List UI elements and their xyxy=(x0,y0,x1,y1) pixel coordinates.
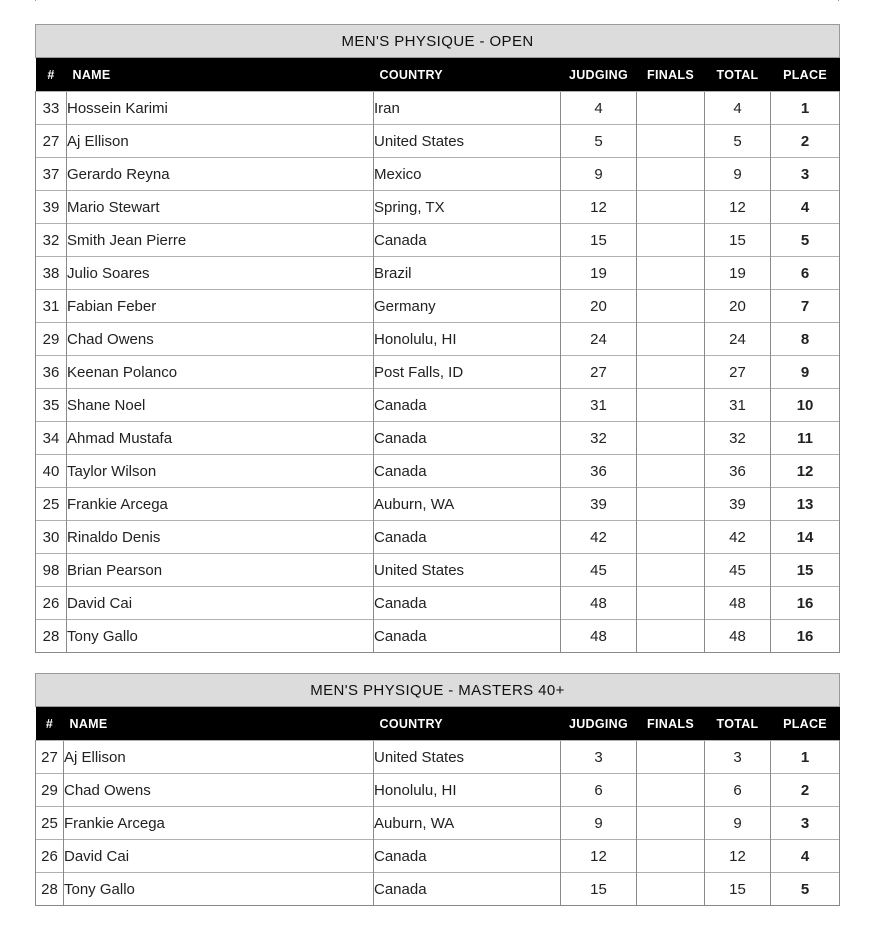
cell-num: 34 xyxy=(36,422,67,455)
cell-num: 30 xyxy=(36,521,67,554)
cell-total: 15 xyxy=(705,873,771,906)
cell-place: 1 xyxy=(771,741,840,774)
cell-judging: 15 xyxy=(561,873,637,906)
cell-judging: 42 xyxy=(561,521,637,554)
cell-total: 42 xyxy=(705,521,771,554)
cell-name: Rinaldo Denis xyxy=(67,521,374,554)
cell-place: 7 xyxy=(771,290,840,323)
cell-num: 35 xyxy=(36,389,67,422)
cell-num: 31 xyxy=(36,290,67,323)
cell-place: 5 xyxy=(771,224,840,257)
cell-name: Mario Stewart xyxy=(67,191,374,224)
table-row xyxy=(36,840,840,873)
cell-total: 9 xyxy=(705,158,771,191)
cell-num: 37 xyxy=(36,158,67,191)
header-name: NAME xyxy=(64,707,374,741)
cell-country: Canada xyxy=(374,587,561,620)
cell-name: Smith Jean Pierre xyxy=(67,224,374,257)
table-row xyxy=(36,521,840,554)
cell-total: 45 xyxy=(705,554,771,587)
cell-name: Frankie Arcega xyxy=(64,807,374,840)
cell-num: 25 xyxy=(36,488,67,521)
table-title: MEN'S PHYSIQUE - MASTERS 40+ xyxy=(36,674,840,707)
cell-country: Canada xyxy=(374,389,561,422)
cell-name: Chad Owens xyxy=(64,774,374,807)
cell-finals xyxy=(637,554,705,587)
cell-finals xyxy=(637,774,705,807)
cell-finals xyxy=(637,807,705,840)
cell-num: 28 xyxy=(36,873,64,906)
table-row xyxy=(36,92,840,125)
table-row xyxy=(36,158,840,191)
cell-total: 12 xyxy=(705,191,771,224)
cell-country: Canada xyxy=(374,840,561,873)
cell-place: 14 xyxy=(771,521,840,554)
cell-num: 26 xyxy=(36,840,64,873)
table-row xyxy=(36,455,840,488)
cell-place: 4 xyxy=(771,191,840,224)
cell-judging: 24 xyxy=(561,323,637,356)
cell-total: 36 xyxy=(705,455,771,488)
header-total: TOTAL xyxy=(705,58,771,92)
cell-judging: 6 xyxy=(561,774,637,807)
cell-country: Brazil xyxy=(374,257,561,290)
table-row xyxy=(36,323,840,356)
header-place: PLACE xyxy=(771,707,840,741)
cell-total: 6 xyxy=(705,774,771,807)
cell-country: Canada xyxy=(374,224,561,257)
cell-name: Shane Noel xyxy=(67,389,374,422)
cell-num: 29 xyxy=(36,323,67,356)
cell-finals xyxy=(637,455,705,488)
cell-judging: 32 xyxy=(561,422,637,455)
results-table-open xyxy=(35,24,840,653)
header-judging: JUDGING xyxy=(561,58,637,92)
cell-judging: 27 xyxy=(561,356,637,389)
cell-judging: 15 xyxy=(561,224,637,257)
cell-judging: 12 xyxy=(561,840,637,873)
cell-judging: 19 xyxy=(561,257,637,290)
cell-country: Auburn, WA xyxy=(374,488,561,521)
cell-num: 27 xyxy=(36,125,67,158)
cell-name: Aj Ellison xyxy=(64,741,374,774)
cell-place: 10 xyxy=(771,389,840,422)
cell-country: Spring, TX xyxy=(374,191,561,224)
cell-place: 13 xyxy=(771,488,840,521)
cell-finals xyxy=(637,389,705,422)
cell-finals xyxy=(637,92,705,125)
table-row xyxy=(36,257,840,290)
cell-finals xyxy=(637,224,705,257)
cell-place: 16 xyxy=(771,587,840,620)
cell-name: Frankie Arcega xyxy=(67,488,374,521)
cell-name: Keenan Polanco xyxy=(67,356,374,389)
cell-finals xyxy=(637,587,705,620)
cell-country: Canada xyxy=(374,873,561,906)
table-row xyxy=(36,290,840,323)
cell-country: Canada xyxy=(374,422,561,455)
cell-name: Tony Gallo xyxy=(64,873,374,906)
header-finals: FINALS xyxy=(637,58,705,92)
cell-judging: 36 xyxy=(561,455,637,488)
table-row xyxy=(36,554,840,587)
results-table-masters xyxy=(35,673,840,906)
cell-judging: 48 xyxy=(561,587,637,620)
cell-country: United States xyxy=(374,125,561,158)
table-row xyxy=(36,356,840,389)
cell-judging: 48 xyxy=(561,620,637,653)
cell-total: 32 xyxy=(705,422,771,455)
cell-num: 39 xyxy=(36,191,67,224)
cell-name: Tony Gallo xyxy=(67,620,374,653)
cell-place: 3 xyxy=(771,807,840,840)
table-row xyxy=(36,774,840,807)
cell-country: Post Falls, ID xyxy=(374,356,561,389)
cell-total: 48 xyxy=(705,620,771,653)
cell-place: 5 xyxy=(771,873,840,906)
cell-place: 16 xyxy=(771,620,840,653)
cell-judging: 3 xyxy=(561,741,637,774)
cell-place: 15 xyxy=(771,554,840,587)
cell-country: Canada xyxy=(374,455,561,488)
cell-num: 25 xyxy=(36,807,64,840)
table-row xyxy=(36,807,840,840)
header-place: PLACE xyxy=(771,58,840,92)
cell-finals xyxy=(637,620,705,653)
cell-finals xyxy=(637,257,705,290)
cell-place: 2 xyxy=(771,125,840,158)
cell-country: Mexico xyxy=(374,158,561,191)
cell-name: Aj Ellison xyxy=(67,125,374,158)
table-row xyxy=(36,422,840,455)
table-row xyxy=(36,488,840,521)
cell-place: 12 xyxy=(771,455,840,488)
cell-num: 32 xyxy=(36,224,67,257)
cell-num: 98 xyxy=(36,554,67,587)
cell-total: 24 xyxy=(705,323,771,356)
cell-country: Iran xyxy=(374,92,561,125)
header-country: COUNTRY xyxy=(374,707,561,741)
header-name: NAME xyxy=(67,58,374,92)
cell-finals xyxy=(637,158,705,191)
cell-name: Ahmad Mustafa xyxy=(67,422,374,455)
cell-num: 36 xyxy=(36,356,67,389)
cell-total: 9 xyxy=(705,807,771,840)
cell-name: Taylor Wilson xyxy=(67,455,374,488)
cell-num: 29 xyxy=(36,774,64,807)
cell-finals xyxy=(637,323,705,356)
column-header-row xyxy=(36,707,840,741)
table-row xyxy=(36,389,840,422)
cell-num: 27 xyxy=(36,741,64,774)
cell-judging: 12 xyxy=(561,191,637,224)
cell-place: 3 xyxy=(771,158,840,191)
cell-country: Auburn, WA xyxy=(374,807,561,840)
cell-judging: 20 xyxy=(561,290,637,323)
cell-judging: 39 xyxy=(561,488,637,521)
cell-country: Canada xyxy=(374,620,561,653)
table-row xyxy=(36,741,840,774)
cell-finals xyxy=(637,290,705,323)
table-row xyxy=(36,191,840,224)
table-row xyxy=(36,873,840,906)
cell-place: 9 xyxy=(771,356,840,389)
cell-place: 8 xyxy=(771,323,840,356)
cell-name: Julio Soares xyxy=(67,257,374,290)
cell-country: United States xyxy=(374,741,561,774)
cell-country: Honolulu, HI xyxy=(374,774,561,807)
cell-total: 15 xyxy=(705,224,771,257)
cell-judging: 31 xyxy=(561,389,637,422)
cell-judging: 4 xyxy=(561,92,637,125)
header-total: TOTAL xyxy=(705,707,771,741)
table-row xyxy=(36,620,840,653)
column-header-row xyxy=(36,58,840,92)
cell-name: David Cai xyxy=(67,587,374,620)
cell-finals xyxy=(637,521,705,554)
cell-total: 39 xyxy=(705,488,771,521)
cell-country: Germany xyxy=(374,290,561,323)
cell-finals xyxy=(637,191,705,224)
top-border-ticks xyxy=(35,0,839,1)
table-row xyxy=(36,125,840,158)
header-num: # xyxy=(36,58,67,92)
cell-finals xyxy=(637,488,705,521)
cell-name: Gerardo Reyna xyxy=(67,158,374,191)
cell-judging: 5 xyxy=(561,125,637,158)
cell-finals xyxy=(637,741,705,774)
cell-name: Brian Pearson xyxy=(67,554,374,587)
cell-place: 11 xyxy=(771,422,840,455)
cell-name: Hossein Karimi xyxy=(67,92,374,125)
cell-total: 27 xyxy=(705,356,771,389)
cell-total: 12 xyxy=(705,840,771,873)
cell-place: 2 xyxy=(771,774,840,807)
table-row xyxy=(36,224,840,257)
cell-judging: 9 xyxy=(561,158,637,191)
cell-num: 33 xyxy=(36,92,67,125)
cell-finals xyxy=(637,873,705,906)
cell-num: 28 xyxy=(36,620,67,653)
cell-total: 4 xyxy=(705,92,771,125)
table-title: MEN'S PHYSIQUE - OPEN xyxy=(36,25,840,58)
cell-name: David Cai xyxy=(64,840,374,873)
cell-country: United States xyxy=(374,554,561,587)
header-finals: FINALS xyxy=(637,707,705,741)
cell-num: 38 xyxy=(36,257,67,290)
cell-total: 31 xyxy=(705,389,771,422)
cell-judging: 9 xyxy=(561,807,637,840)
header-num: # xyxy=(36,707,64,741)
cell-total: 20 xyxy=(705,290,771,323)
cell-finals xyxy=(637,840,705,873)
cell-judging: 45 xyxy=(561,554,637,587)
cell-name: Chad Owens xyxy=(67,323,374,356)
cell-place: 1 xyxy=(771,92,840,125)
cell-name: Fabian Feber xyxy=(67,290,374,323)
cell-num: 26 xyxy=(36,587,67,620)
cell-country: Honolulu, HI xyxy=(374,323,561,356)
cell-place: 4 xyxy=(771,840,840,873)
cell-total: 19 xyxy=(705,257,771,290)
cell-place: 6 xyxy=(771,257,840,290)
cell-num: 40 xyxy=(36,455,67,488)
cell-total: 5 xyxy=(705,125,771,158)
cell-country: Canada xyxy=(374,521,561,554)
cell-finals xyxy=(637,125,705,158)
header-judging: JUDGING xyxy=(561,707,637,741)
cell-finals xyxy=(637,422,705,455)
cell-total: 48 xyxy=(705,587,771,620)
table-row xyxy=(36,587,840,620)
cell-total: 3 xyxy=(705,741,771,774)
cell-finals xyxy=(637,356,705,389)
header-country: COUNTRY xyxy=(374,58,561,92)
